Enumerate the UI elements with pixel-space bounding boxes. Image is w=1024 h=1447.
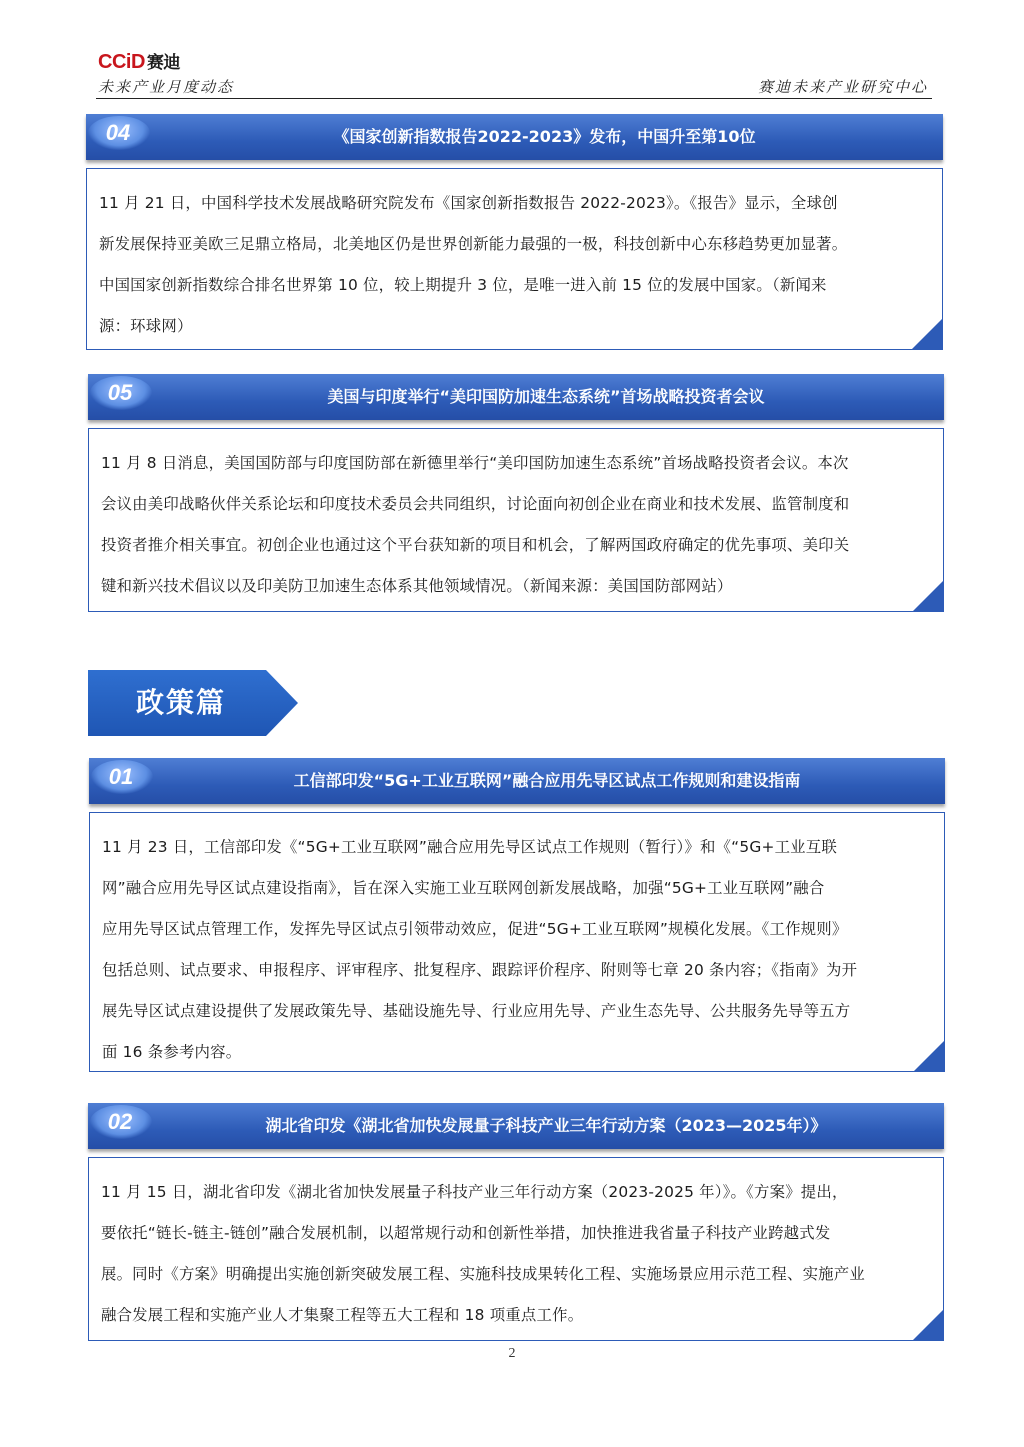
- page-header: [96, 48, 932, 100]
- card-header: [88, 374, 944, 420]
- section-title: 政策篇: [135, 686, 226, 719]
- card-header: [89, 758, 945, 804]
- header-divider: [96, 98, 932, 99]
- body-line: 投资者推介相关事宜。初创企业也通过这个平台获知新的项目和机会，了解两国政府确定的优先事项、美印关: [101, 536, 850, 554]
- body-line: 要依托“链长-链主-链创”融合发展机制，以超常规行动和创新性举措，加快推进我省量子科技产业跨越式发: [101, 1224, 831, 1242]
- number-badge: [89, 758, 159, 798]
- card-number: 01: [95, 760, 147, 794]
- number-badge: [86, 114, 156, 154]
- body-line: 会议由美印战略伙伴关系论坛和印度技术委员会共同组织，讨论面向初创企业在商业和技术发展、监管制度和: [101, 495, 850, 513]
- logo-en: CCiD: [98, 51, 145, 73]
- body-line: 展。同时《方案》明确提出实施创新突破发展工程、实施科技成果转化工程、实施场景应用示范工程、实施产业: [101, 1265, 865, 1283]
- card-header: [86, 114, 943, 160]
- corner-decoration: [913, 581, 943, 611]
- ccid-logo: [98, 48, 180, 74]
- corner-decoration: [913, 1310, 943, 1340]
- card-body: [86, 168, 943, 350]
- body-line: 源：环球网）: [99, 317, 193, 335]
- section-tag-policy: [88, 670, 300, 736]
- card-title: 《国家创新指数报告2022-2023》发布，中国升至第10位: [333, 127, 756, 146]
- card-body: [88, 428, 944, 612]
- card-body: [88, 1157, 944, 1341]
- body-line: 11 月 8 日消息，美国国防部与印度国防部在新德里举行“美印国防加速生态系统”首场战略投资者会议。本次: [101, 454, 849, 472]
- body-line: 融合发展工程和实施产业人才集聚工程等五大工程和 18 项重点工作。: [101, 1306, 584, 1324]
- card-header: [88, 1103, 944, 1149]
- corner-decoration: [914, 1041, 944, 1071]
- body-line: 11 月 23 日，工信部印发《“5G+工业互联网”融合应用先导区试点工作规则（暂行）》和《“5G+工业互联: [102, 838, 837, 856]
- publisher-name: 赛迪未来产业研究中心: [757, 78, 928, 96]
- card-title: 美国与印度举行“美印国防加速生态系统”首场战略投资者会议: [327, 387, 765, 406]
- card-number: 05: [94, 376, 146, 410]
- card-title: 湖北省印发《湖北省加快发展量子科技产业三年行动方案（2023—2025年）》: [265, 1116, 827, 1135]
- card-number: 02: [94, 1105, 146, 1139]
- number-badge: [88, 1103, 158, 1143]
- body-line: 键和新兴技术倡议以及印美防卫加速生态体系其他领域情况。（新闻来源：美国国防部网站）: [101, 577, 733, 595]
- page-number: 2: [508, 1346, 516, 1361]
- body-line: 面 16 条参考内容。: [102, 1043, 242, 1061]
- body-line: 包括总则、试点要求、申报程序、评审程序、批复程序、跟踪评价程序、附则等七章 20 条内容；《指南》为开: [102, 961, 858, 979]
- card-number: 04: [92, 116, 144, 150]
- body-line: 11 月 21 日，中国科学技术发展战略研究院发布《国家创新指数报告 2022-2023》。《报告》显示，全球创: [99, 194, 838, 212]
- body-line: 应用先导区试点管理工作，发挥先导区试点引领带动效应，促进“5G+工业互联网”规模化发展。《工作规则》: [102, 920, 848, 938]
- publication-title: 未来产业月度动态: [98, 78, 235, 96]
- body-line: 11 月 15 日，湖北省印发《湖北省加快发展量子科技产业三年行动方案（2023-2025 年）》。《方案》提出，: [101, 1183, 848, 1201]
- body-line: 网”融合应用先导区试点建设指南》，旨在深入实施工业互联网创新发展战略，加强“5G+工业互联网”融合: [102, 879, 825, 897]
- logo-cn: 赛迪: [146, 53, 180, 73]
- card-body: [89, 812, 945, 1072]
- number-badge: [88, 374, 158, 414]
- body-line: 新发展保持亚美欧三足鼎立格局，北美地区仍是世界创新能力最强的一极，科技创新中心东移趋势更加显著。: [99, 235, 848, 253]
- body-line: 中国国家创新指数综合排名世界第 10 位，较上期提升 3 位，是唯一进入前 15 位的发展中国家。（新闻来: [99, 276, 827, 294]
- card-title: 工信部印发“5G+工业互联网”融合应用先导区试点工作规则和建设指南: [293, 771, 801, 790]
- corner-decoration: [912, 319, 942, 349]
- body-line: 展先导区试点建设提供了发展政策先导、基础设施先导、行业应用先导、产业生态先导、公共服务先导等五方: [102, 1002, 851, 1020]
